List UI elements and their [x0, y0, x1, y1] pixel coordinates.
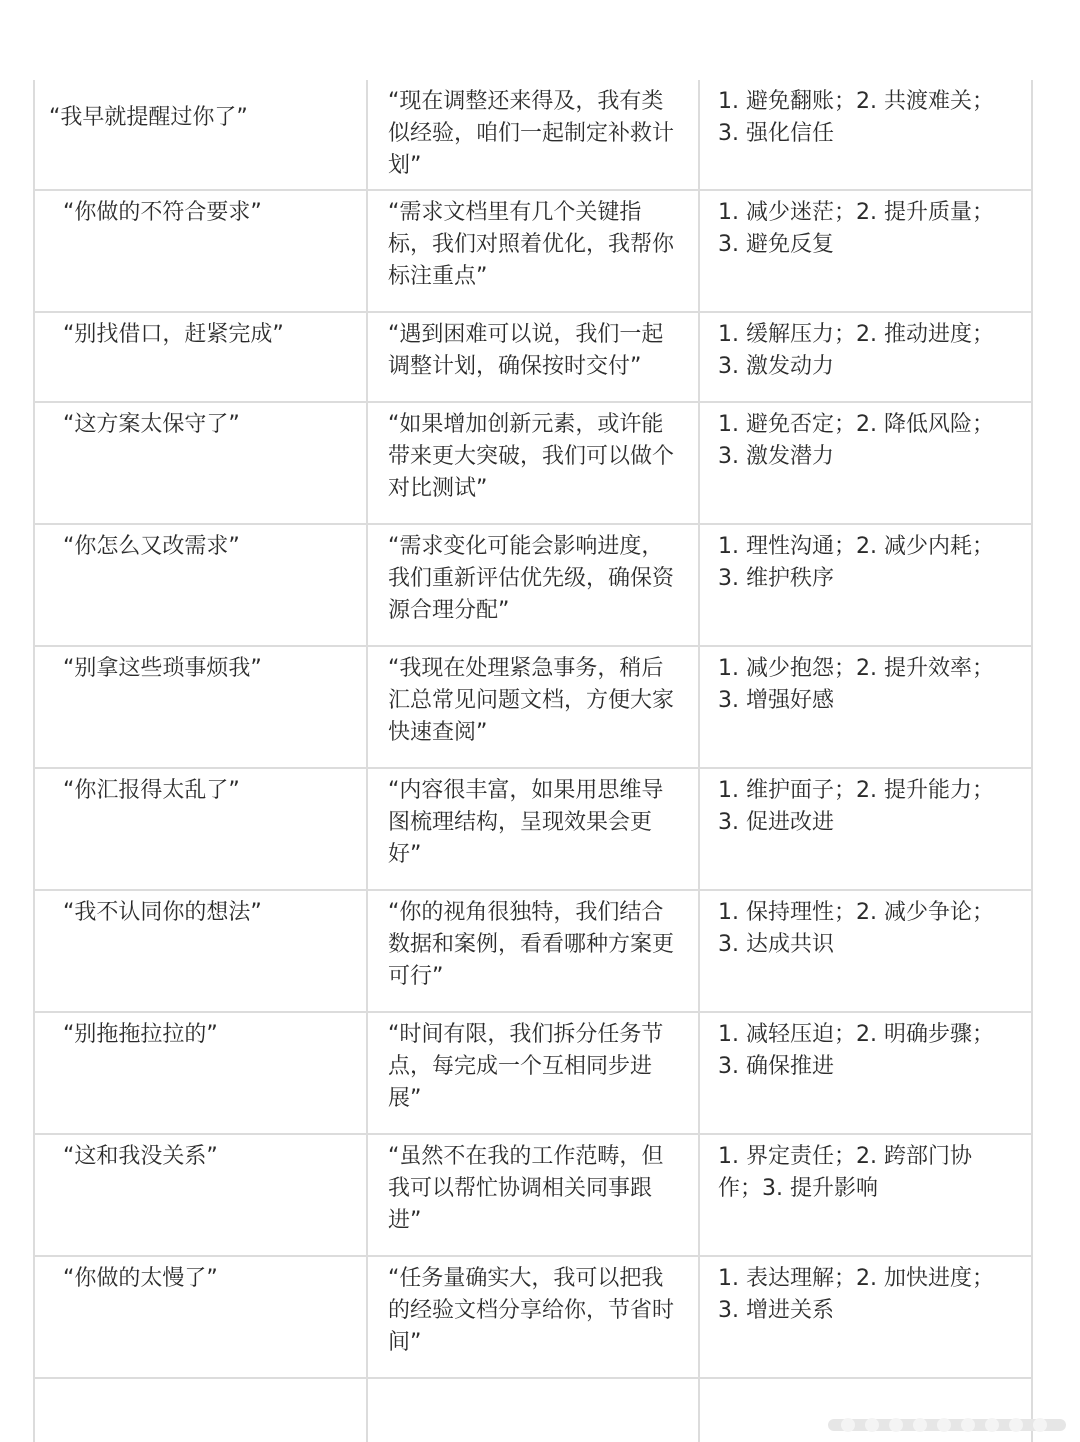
effects-cell: 1. 维护面子；2. 提升能力；3. 促进改进 [699, 768, 1032, 890]
reframed-phrase-cell: “我现在处理紧急事务，稍后汇总常见问题文档，方便大家快速查阅” [367, 646, 699, 768]
effects-cell: 1. 缓解压力；2. 推动进度；3. 激发动力 [699, 312, 1032, 402]
original-phrase-cell: “我早就提醒过你了” [34, 80, 367, 190]
reframed-phrase-cell: “内容很丰富，如果用思维导图梳理结构，呈现效果会更好” [367, 768, 699, 890]
original-phrase-cell: “别找借口，赶紧完成” [34, 312, 367, 402]
watermark-icon [828, 1412, 1068, 1438]
effects-cell: 1. 界定责任；2. 跨部门协作；3. 提升影响 [699, 1134, 1032, 1256]
table-row [34, 80, 1032, 190]
phrase-table-container [33, 80, 1031, 1442]
original-phrase-cell: “这方案太保守了” [34, 402, 367, 524]
table-row [34, 1134, 1032, 1256]
original-phrase-cell: “你汇报得太乱了” [34, 768, 367, 890]
effects-cell: 1. 避免否定；2. 降低风险；3. 激发潜力 [699, 402, 1032, 524]
reframed-phrase-cell: “你的视角很独特，我们结合数据和案例，看看哪种方案更可行” [367, 890, 699, 1012]
reframed-phrase-cell: “需求变化可能会影响进度，我们重新评估优先级，确保资源合理分配” [367, 524, 699, 646]
table-row [34, 768, 1032, 890]
reframed-phrase-cell: “如果增加创新元素，或许能带来更大突破，我们可以做个对比测试” [367, 402, 699, 524]
original-phrase-cell [34, 1378, 367, 1442]
reframed-phrase-cell: “需求文档里有几个关键指标，我们对照着优化，我帮你标注重点” [367, 190, 699, 312]
table-row [34, 190, 1032, 312]
original-phrase-cell: “别拿这些琐事烦我” [34, 646, 367, 768]
reframed-phrase-cell: “时间有限，我们拆分任务节点，每完成一个互相同步进展” [367, 1012, 699, 1134]
original-phrase-cell: “别拖拖拉拉的” [34, 1012, 367, 1134]
original-phrase-cell: “你做的太慢了” [34, 1256, 367, 1378]
effects-cell: 1. 表达理解；2. 加快进度；3. 增进关系 [699, 1256, 1032, 1378]
effects-cell: 1. 避免翻账；2. 共渡难关；3. 强化信任 [699, 80, 1032, 190]
reframed-phrase-cell: “现在调整还来得及，我有类似经验，咱们一起制定补救计划” [367, 80, 699, 190]
table-row [34, 524, 1032, 646]
reframed-phrase-cell [367, 1378, 699, 1442]
effects-cell: 1. 减少抱怨；2. 提升效率；3. 增强好感 [699, 646, 1032, 768]
effects-cell: 1. 减少迷茫；2. 提升质量；3. 避免反复 [699, 190, 1032, 312]
table-row [34, 646, 1032, 768]
original-phrase-cell: “你做的不符合要求” [34, 190, 367, 312]
table-row [34, 402, 1032, 524]
table-row [34, 312, 1032, 402]
effects-cell: 1. 理性沟通；2. 减少内耗；3. 维护秩序 [699, 524, 1032, 646]
original-phrase-cell: “你怎么又改需求” [34, 524, 367, 646]
effects-cell: 1. 保持理性；2. 减少争论；3. 达成共识 [699, 890, 1032, 1012]
phrase-table [33, 80, 1033, 1442]
table-row [34, 1256, 1032, 1378]
original-phrase-cell: “我不认同你的想法” [34, 890, 367, 1012]
effects-cell: 1. 减轻压迫；2. 明确步骤；3. 确保推进 [699, 1012, 1032, 1134]
table-row [34, 890, 1032, 1012]
original-phrase-cell: “这和我没关系” [34, 1134, 367, 1256]
reframed-phrase-cell: “任务量确实大，我可以把我的经验文档分享给你，节省时间” [367, 1256, 699, 1378]
reframed-phrase-cell: “虽然不在我的工作范畴，但我可以帮忙协调相关同事跟进” [367, 1134, 699, 1256]
table-row [34, 1012, 1032, 1134]
reframed-phrase-cell: “遇到困难可以说，我们一起调整计划，确保按时交付” [367, 312, 699, 402]
